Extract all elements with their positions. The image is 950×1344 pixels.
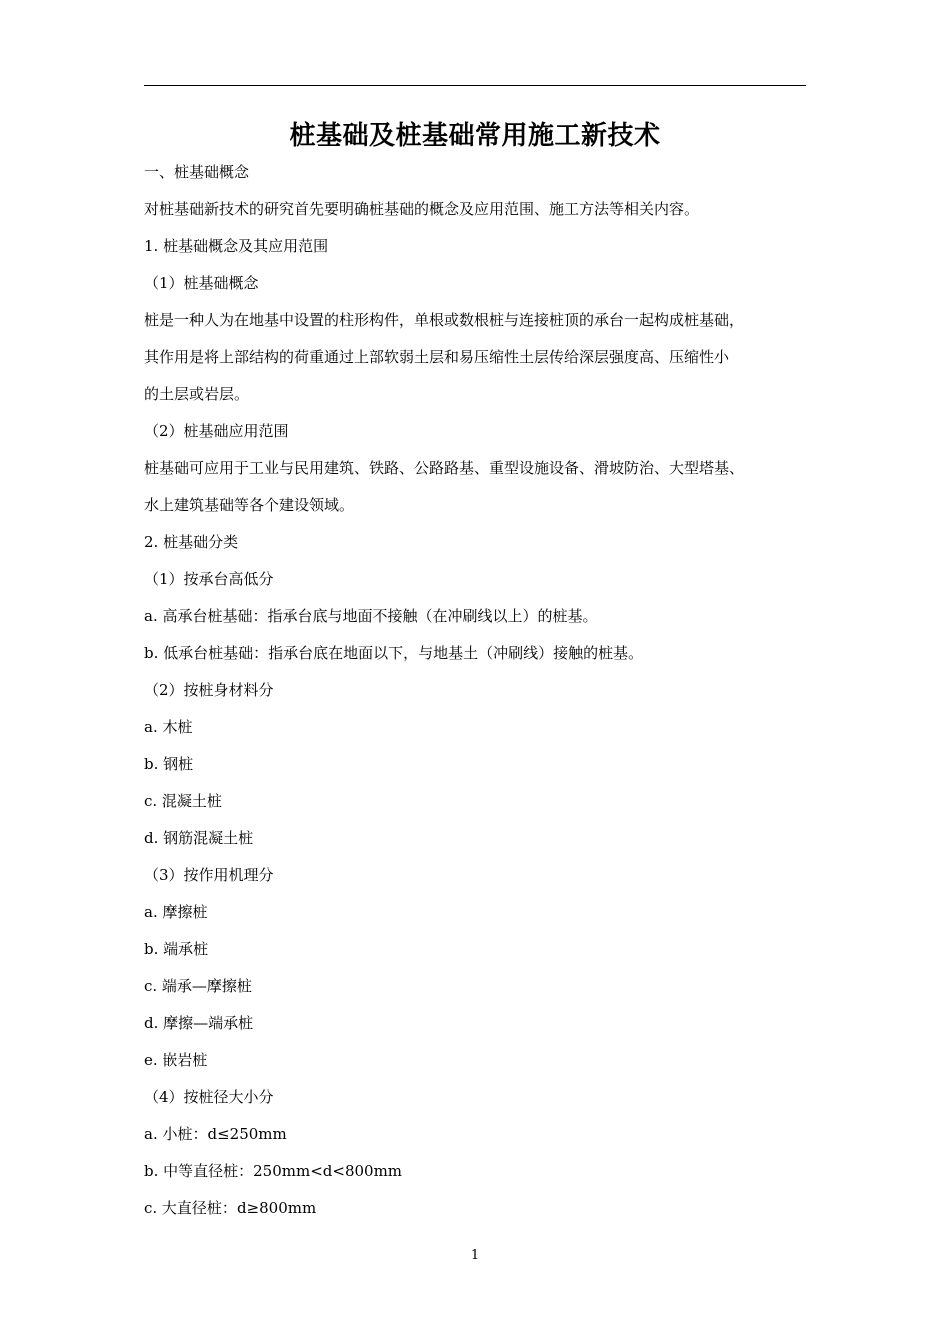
item-heading: （1）桩基础概念 (144, 274, 259, 292)
paragraph-line: 桩是一种人为在地基中设置的柱形构件，单根或数根桩与连接桩顶的承台一起构成桩基础， (144, 311, 745, 329)
subsection-heading: 2. 桩基础分类 (144, 533, 239, 551)
list-item: b. 端承桩 (144, 940, 209, 958)
list-item: a. 摩擦桩 (144, 903, 208, 921)
document-title: 桩基础及桩基础常用施工新技术 (289, 121, 661, 151)
item-heading: （4）按桩径大小分 (144, 1088, 274, 1106)
item-heading: （2）按桩身材料分 (144, 681, 274, 699)
list-item: b. 中等直径桩：250mm<d<800mm (144, 1162, 403, 1180)
item-heading: （1）按承台高低分 (144, 570, 274, 588)
paragraph (144, 302, 824, 413)
paragraph-line: 桩基础可应用于工业与民用建筑、铁路、公路路基、重型设施设备、滑坡防治、大型塔基、 (144, 459, 745, 477)
subsection-heading: 1. 桩基础概念及其应用范围 (144, 237, 329, 255)
list-item: b. 钢桩 (144, 755, 194, 773)
paragraph-line: 其作用是将上部结构的荷重通过上部软弱土层和易压缩性土层传给深层强度高、压缩性小 (144, 348, 730, 366)
list-item: a. 高承台桩基础：指承台底与地面不接触（在冲刷线以上）的桩基。 (144, 607, 598, 625)
list-item: c. 端承—摩擦桩 (144, 977, 252, 995)
list-item: c. 混凝土桩 (144, 792, 222, 810)
list-item: a. 木桩 (144, 718, 193, 736)
header-rule (144, 85, 806, 86)
item-heading: （3）按作用机理分 (144, 866, 274, 884)
item-heading: （2）桩基础应用范围 (144, 422, 289, 440)
list-item: a. 小桩：d≤250mm (144, 1125, 287, 1143)
paragraph (144, 450, 824, 524)
paragraph-line: 水上建筑基础等各个建设领域。 (144, 496, 355, 514)
list-item: c. 大直径桩：d≥800mm (144, 1199, 317, 1217)
list-item: d. 摩擦—端承桩 (144, 1014, 254, 1032)
list-item: d. 钢筋混凝土桩 (144, 829, 254, 847)
list-item: b. 低承台桩基础：指承台底在地面以下，与地基土（冲刷线）接触的桩基。 (144, 644, 644, 662)
paragraph-line: 的土层或岩层。 (144, 385, 250, 403)
section-heading: 一、桩基础概念 (144, 163, 250, 181)
document-body (144, 154, 824, 1227)
page-number: 1 (470, 1248, 480, 1263)
paragraph: 对桩基础新技术的研究首先要明确桩基础的概念及应用范围、施工方法等相关内容。 (144, 200, 700, 218)
list-item: e. 嵌岩桩 (144, 1051, 208, 1069)
